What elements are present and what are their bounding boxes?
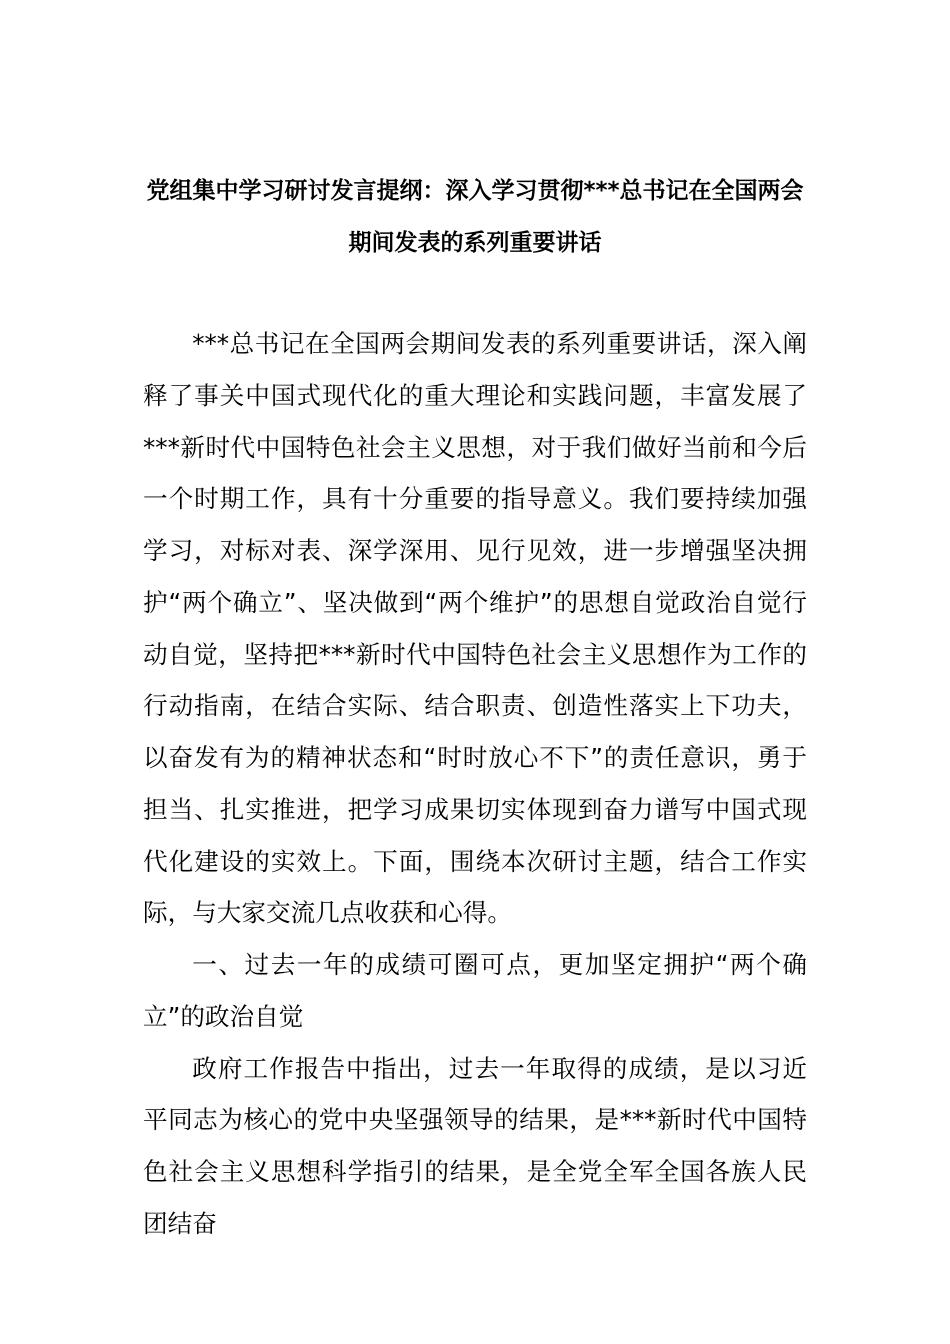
body-paragraph-section-1: 政府工作报告中指出，过去一年取得的成绩，是以习近平同志为核心的党中央坚强领导的结果，是***新时代中国特色社会主义思想科学指引的结果，是全党全军全国各族人民团结奋 [143,1053,807,1238]
body-paragraph-intro: ***总书记在全国两会期间发表的系列重要讲话，深入阐释了事关中国式现代化的重大理论和实践问题，丰富发展了***新时代中国特色社会主义思想，对于我们做好当前和今后一个时期工作，具有十分重要的指导意义。我们要持续加强学习，对标对表、深学深用、见行见效，进一步增强坚决拥护“两个确立”、坚决做到“两个维护”的思想自觉政治自觉行动自觉，坚持把***新时代中国特色社会主义思想作为工作的行动指南，在结合实际、结合职责、创造性落实上下功夫，以奋发有为的精神状态和“时时放心不下”的责任意识，勇于担当、扎实推进，把学习成果切实体现到奋力谱写中国式现代化建设的实效上。下面，围绕本次研讨主题，结合工作实际，与大家交流几点收获和心得。 [143,329,807,928]
section-heading-1: 一、过去一年的成绩可圈可点，更加坚定拥护“两个确立”的政治自觉 [143,950,807,1031]
document-body [143,318,807,1250]
document-title: 党组集中学习研讨发言提纲：深入学习贯彻***总书记在全国两会期间发表的系列重要讲话 [146,178,804,256]
